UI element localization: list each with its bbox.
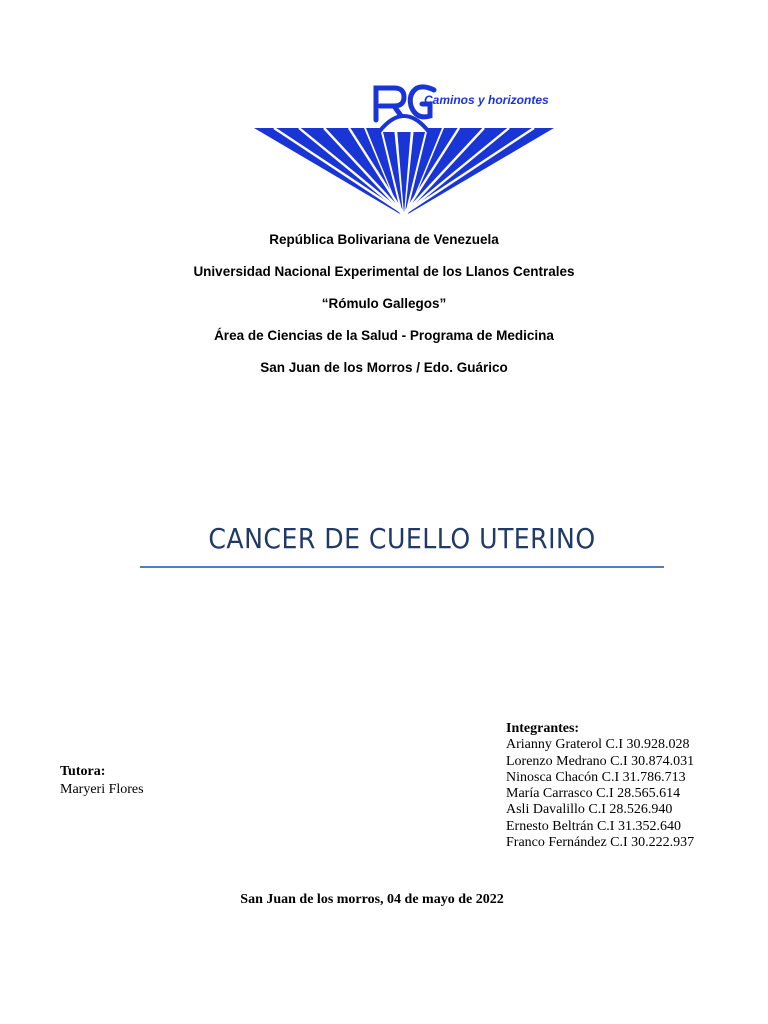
university-logo: [254, 80, 554, 220]
members-block: [506, 721, 746, 851]
place-date: San Juan de los morros, 04 de mayo de 2022: [240, 892, 504, 907]
member-item: Asli Davalillo C.I 28.526.940: [506, 802, 673, 818]
members-label: Integrantes:: [506, 721, 580, 736]
country-line: República Bolivariana de Venezuela: [269, 232, 499, 247]
university-name-line: “Rómulo Gallegos”: [321, 296, 447, 311]
member-item: Ernesto Beltrán C.I 31.352.640: [506, 818, 681, 834]
member-item: Franco Fernández C.I 30.222.937: [506, 835, 695, 851]
university-line: Universidad Nacional Experimental de los Llanos Centrales: [193, 264, 575, 279]
member-item: Lorenzo Medrano C.I 30.874.031: [506, 753, 695, 769]
member-item: María Carrasco C.I 28.565.614: [506, 786, 681, 802]
department-line: Área de Ciencias de la Salud - Programa de Medicina: [214, 328, 554, 343]
document-title: CANCER DE CUELLO UTERINO: [208, 522, 596, 555]
member-item: Arianny Graterol C.I 30.928.028: [506, 737, 690, 753]
logo-emblem-icon: [254, 80, 554, 220]
tutor-label: Tutora:: [60, 764, 106, 779]
member-item: Ninosca Chacón C.I 31.786.713: [506, 769, 686, 785]
title-underline: [140, 566, 664, 568]
tutor-name: Maryeri Flores: [60, 782, 144, 797]
logo-text: Caminos y horizontes: [424, 93, 549, 107]
location-line: San Juan de los Morros / Edo. Guárico: [260, 360, 508, 375]
